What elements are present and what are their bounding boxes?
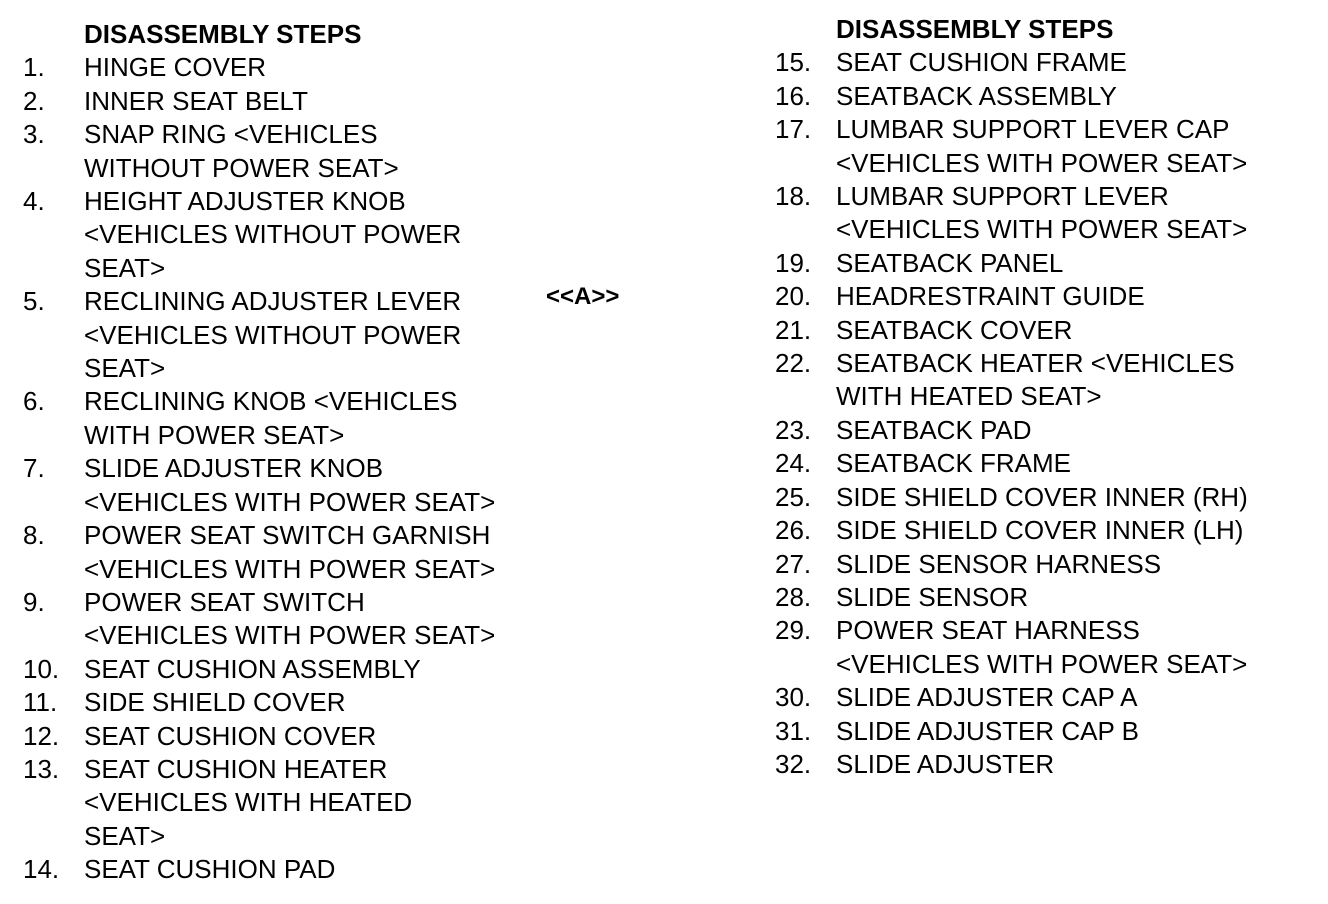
step-text [836,180,1315,247]
step-text-line: LUMBAR SUPPORT LEVER [836,181,1169,212]
step-text-line: SEATBACK PAD [836,414,1032,445]
step-text-line: SEAT> [84,820,166,851]
step-text-line: <VEHICLES WITH HEATED [84,787,413,818]
step-text-line: SEAT CUSHION ASSEMBLY [84,653,421,684]
step-number: 26. [775,515,812,546]
step-text [836,481,1315,514]
step-item [775,80,1315,113]
step-text [836,748,1315,781]
step-text [84,519,543,586]
section-marker: <<A>> [546,283,620,310]
step-item [23,720,543,753]
step-text [836,46,1315,79]
step-text [84,285,543,385]
step-item [775,414,1315,447]
step-text-line: SLIDE ADJUSTER CAP B [836,715,1139,746]
step-number: 8. [23,520,45,551]
step-text-line: SLIDE ADJUSTER KNOB [84,453,384,484]
step-text-line: SEATBACK HEATER <VEHICLES [836,348,1235,379]
step-text [836,715,1315,748]
step-text [84,51,543,84]
step-text-line: SEATBACK ASSEMBLY [836,80,1117,111]
step-text-line: POWER SEAT SWITCH [84,586,365,617]
step-text [84,118,543,185]
step-item [23,753,543,853]
step-item [23,686,543,719]
step-number: 3. [23,119,45,150]
step-item [23,85,543,118]
step-item [23,452,543,519]
step-text-line: <VEHICLES WITHOUT POWER [84,319,462,350]
step-text-line: SEATBACK COVER [836,314,1073,345]
step-text-line: HINGE COVER [84,52,267,83]
step-text [84,85,543,118]
step-text-line: SEAT CUSHION HEATER [84,753,388,784]
step-text [836,614,1315,681]
step-number: 1. [23,52,45,83]
step-text [836,447,1315,480]
step-item [23,385,543,452]
step-text-line: <VEHICLES WITH POWER SEAT> [84,486,496,517]
step-text-line: <VEHICLES WITH POWER SEAT> [836,214,1248,245]
step-text [84,452,543,519]
step-text [84,753,543,853]
step-text-line: HEADRESTRAINT GUIDE [836,281,1145,312]
left-steps-heading: DISASSEMBLY STEPS [84,19,362,49]
step-text-line: SEAT> [84,353,166,384]
step-text [836,548,1315,581]
step-text-line: SIDE SHIELD COVER INNER (RH) [836,481,1248,512]
step-text-line: SEAT CUSHION PAD [84,854,336,885]
step-item [775,681,1315,714]
step-text-line: SEATBACK PANEL [836,247,1064,278]
step-item [775,180,1315,247]
step-text [836,581,1315,614]
step-number: 7. [23,453,45,484]
step-number: 16. [775,80,812,111]
step-number: 27. [775,548,812,579]
step-text [84,185,543,285]
step-number: 14. [23,854,60,885]
step-number: 15. [775,47,812,78]
step-text-line: WITH POWER SEAT> [84,419,345,450]
step-text-line: WITHOUT POWER SEAT> [84,152,399,183]
step-number: 20. [775,281,812,312]
step-item [775,481,1315,514]
step-text-line: SIDE SHIELD COVER INNER (LH) [836,515,1244,546]
right-steps-column [775,13,1315,781]
step-text-line: HEIGHT ADJUSTER KNOB [84,186,406,217]
step-text-line: SEAT CUSHION COVER [84,720,377,751]
step-number: 31. [775,715,812,746]
step-number: 29. [775,615,812,646]
step-number: 9. [23,586,45,617]
step-item [775,581,1315,614]
step-number: 4. [23,186,45,217]
left-steps-list [23,51,543,886]
step-text [836,347,1315,414]
step-item [23,586,543,653]
step-item [23,853,543,886]
step-text-line: <VEHICLES WITH POWER SEAT> [836,648,1248,679]
step-item [775,715,1315,748]
step-text [836,247,1315,280]
step-text-line: RECLINING ADJUSTER LEVER [84,286,462,317]
step-item [775,314,1315,347]
step-item [23,185,543,285]
step-text [836,280,1315,313]
step-text [84,853,543,886]
step-text-line: LUMBAR SUPPORT LEVER CAP [836,114,1230,145]
step-item [775,748,1315,781]
step-item [775,514,1315,547]
left-steps-column [23,18,543,887]
step-number: 19. [775,247,812,278]
step-number: 30. [775,682,812,713]
step-text-line: SEATBACK FRAME [836,448,1072,479]
step-number: 22. [775,348,812,379]
step-item [23,285,543,385]
step-number: 12. [23,720,60,751]
step-item [775,347,1315,414]
step-text-line: SEAT> [84,252,166,283]
step-item [775,614,1315,681]
step-text-line: POWER SEAT HARNESS [836,615,1140,646]
step-text-line: SLIDE SENSOR [836,581,1029,612]
step-item [23,118,543,185]
step-number: 2. [23,85,45,116]
step-text-line: SLIDE SENSOR HARNESS [836,548,1162,579]
step-text-line: SLIDE ADJUSTER [836,748,1055,779]
step-text-line: <VEHICLES WITHOUT POWER [84,219,462,250]
step-item [23,653,543,686]
step-item [775,447,1315,480]
step-text-line: SLIDE ADJUSTER CAP A [836,682,1138,713]
step-number: 5. [23,286,45,317]
step-item [775,46,1315,79]
step-number: 24. [775,448,812,479]
step-number: 11. [23,687,58,718]
step-number: 25. [775,481,812,512]
step-item [775,113,1315,180]
step-item [775,280,1315,313]
step-text-line: INNER SEAT BELT [84,85,308,116]
step-number: 10. [23,653,60,684]
step-text [836,414,1315,447]
step-text [84,720,543,753]
step-text [84,385,543,452]
step-text [84,686,543,719]
step-text [836,514,1315,547]
step-number: 18. [775,181,812,212]
step-text [836,80,1315,113]
step-item [23,51,543,84]
step-text-line: <VEHICLES WITH POWER SEAT> [836,147,1248,178]
step-number: 13. [23,753,60,784]
step-text [836,314,1315,347]
step-number: 32. [775,748,812,779]
step-text [836,681,1315,714]
step-item [775,247,1315,280]
right-steps-list [775,46,1315,781]
step-number: 6. [23,386,45,417]
step-text-line: SNAP RING <VEHICLES [84,119,378,150]
step-item [23,519,543,586]
step-text-line: WITH HEATED SEAT> [836,381,1102,412]
step-text-line: <VEHICLES WITH POWER SEAT> [84,553,496,584]
step-text-line: RECLINING KNOB <VEHICLES [84,386,458,417]
step-text [84,586,543,653]
right-steps-heading: DISASSEMBLY STEPS [836,14,1114,44]
step-text-line: SIDE SHIELD COVER [84,687,346,718]
step-text [836,113,1315,180]
step-number: 17. [775,114,812,145]
step-text-line: SEAT CUSHION FRAME [836,47,1127,78]
step-text [84,653,543,686]
step-number: 23. [775,414,812,445]
step-number: 21. [775,314,812,345]
step-text-line: POWER SEAT SWITCH GARNISH [84,520,491,551]
step-item [775,548,1315,581]
step-text-line: <VEHICLES WITH POWER SEAT> [84,620,496,651]
step-number: 28. [775,581,812,612]
